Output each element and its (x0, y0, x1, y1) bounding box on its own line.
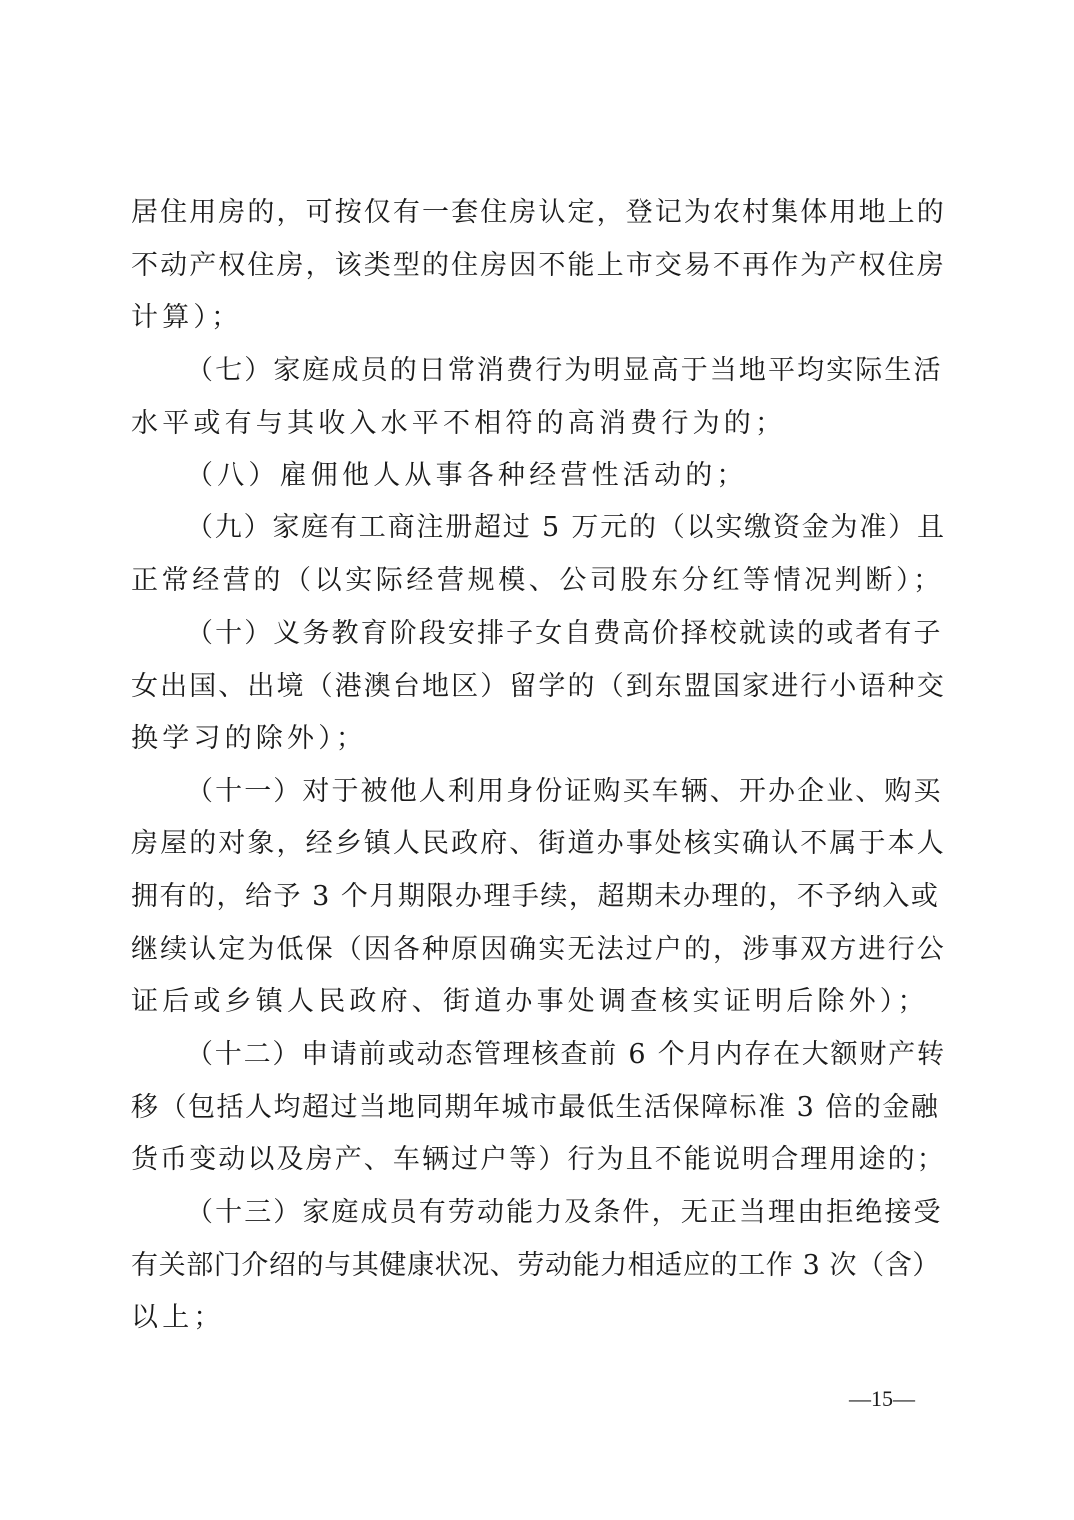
text-line: 女出国、出境（港澳台地区）留学的（到东盟国家进行小语种交 (131, 671, 946, 702)
text-line: 继续认定为低保（因各种原因确实无法过户的，涉事双方进行公 (131, 934, 946, 965)
text-line: 以上； (131, 1302, 225, 1333)
text-line: 拥有的，给予 3 个月期限办理手续，超期未办理的，不予纳入或 (131, 881, 940, 912)
text-line: 房屋的对象，经乡镇人民政府、街道办事处核实确认不属于本人 (131, 828, 946, 859)
text-line: 水平或有与其收入水平不相符的高消费行为的； (131, 408, 787, 439)
text-line: 计算）； (131, 302, 243, 333)
paragraph-12-line: （十二）申请前或动态管理核查前 6 个月内存在大额财产转 (186, 1039, 946, 1070)
paragraph-13-line: （十三）家庭成员有劳动能力及条件，无正当理由拒绝接受 (186, 1197, 943, 1228)
text-line: 有关部门介绍的与其健康状况、劳动能力相适应的工作 3 次（含） (131, 1250, 940, 1281)
page-number: —15— (849, 1386, 915, 1411)
text-line: 移（包括人均超过当地同期年城市最低生活保障标准 3 倍的金融 (131, 1092, 940, 1123)
paragraph-10-line: （十）义务教育阶段安排子女自费高价择校就读的或者有子 (186, 618, 943, 649)
text-line: 居住用房的，可按仅有一套住房认定，登记为农村集体用地上的 (131, 197, 946, 228)
paragraph-8-line: （八）雇佣他人从事各种经营性活动的； (186, 460, 748, 491)
paragraph-9-line: （九）家庭有工商注册超过 5 万元的（以实缴资金为准）且 (186, 512, 946, 543)
text-line: 不动产权住房，该类型的住房因不能上市交易不再作为产权住房 (131, 250, 946, 281)
paragraph-7-line: （七）家庭成员的日常消费行为明显高于当地平均实际生活 (186, 355, 943, 386)
text-line: 货币变动以及房产、车辆过户等）行为且不能说明合理用途的； (131, 1144, 946, 1175)
text-line: 换学习的除外）； (131, 723, 368, 754)
paragraph-11-line: （十一）对于被他人利用身份证购买车辆、开办企业、购买 (186, 776, 943, 807)
text-line: 正常经营的（以实际经营规模、公司股东分红等情况判断）； (131, 565, 944, 596)
text-line: 证后或乡镇人民政府、街道办事处调查核实证明后除外）； (131, 986, 929, 1017)
